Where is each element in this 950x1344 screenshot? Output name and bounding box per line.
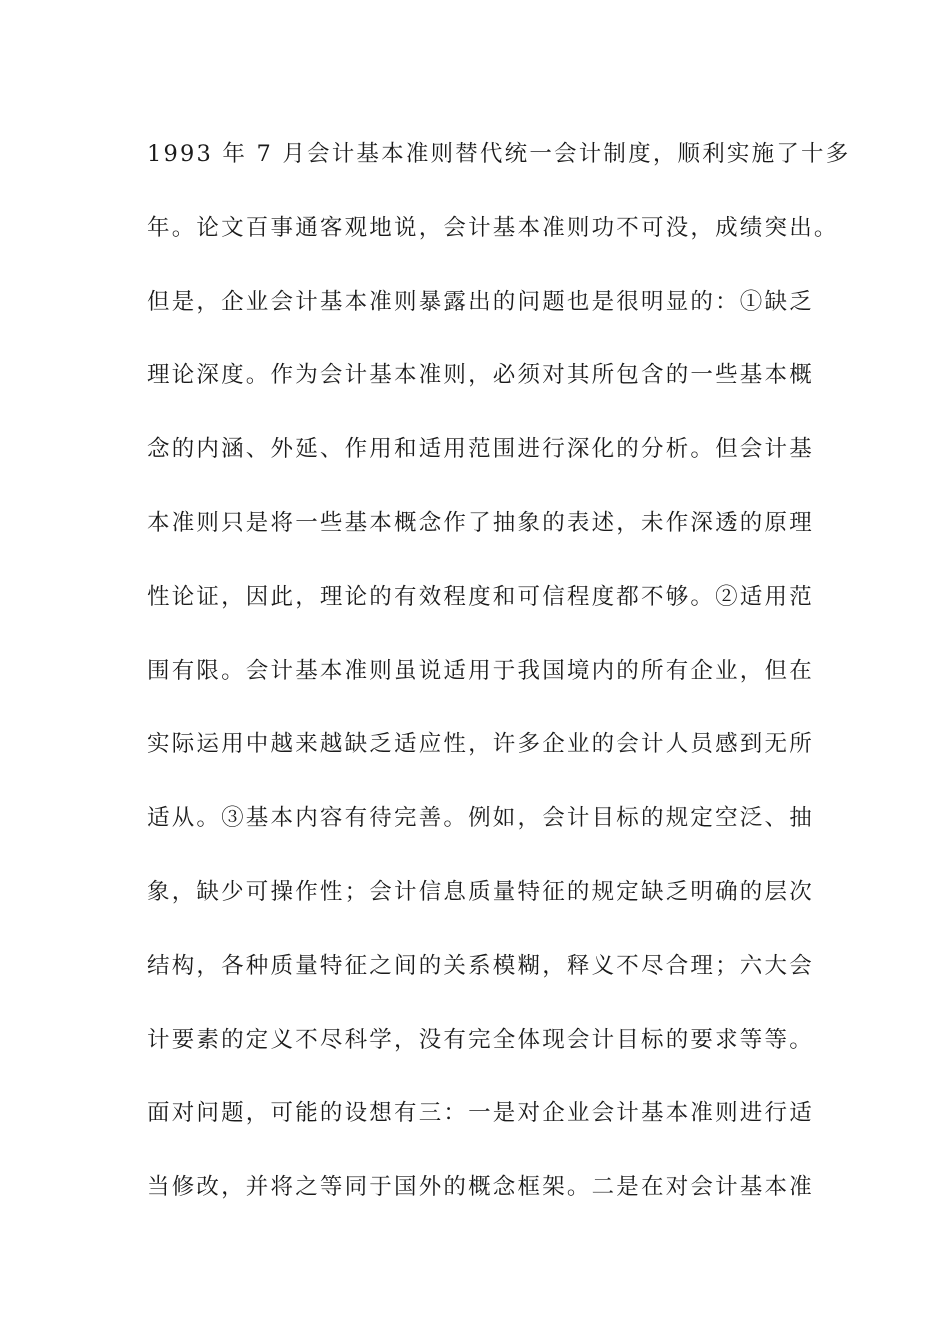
text-line: 念的内涵、外延、作用和适用范围进行深化的分析。但会计基 [147, 436, 814, 463]
body-text [147, 134, 851, 1241]
text-line: 1993 年 7 月会计基本准则替代统一会计制度，顺利实施了十多 [147, 141, 851, 167]
text-line: 理论深度。作为会计基本准则，必须对其所包含的一些基本概 [147, 362, 814, 389]
text-line: 年。论文百事通客观地说，会计基本准则功不可没，成绩突出。 [147, 214, 839, 241]
text-line: 实际运用中越来越缺乏适应性，许多企业的会计人员感到无所 [147, 731, 814, 758]
text-line: 当修改，并将之等同于国外的概念框架。二是在对会计基本准 [147, 1174, 814, 1201]
text-line: 结构，各种质量特征之间的关系模糊，释义不尽合理；六大会 [147, 952, 814, 979]
text-line: 围有限。会计基本准则虽说适用于我国境内的所有企业，但在 [147, 657, 814, 684]
text-line: 性论证，因此，理论的有效程度和可信程度都不够。②适用范 [147, 583, 814, 610]
text-line: 计要素的定义不尽科学，没有完全体现会计目标的要求等等。 [147, 1026, 814, 1053]
text-line: 本准则只是将一些基本概念作了抽象的表述，未作深透的原理 [147, 509, 814, 536]
text-line: 面对问题，可能的设想有三：一是对企业会计基本准则进行适 [147, 1100, 814, 1127]
text-line: 适从。③基本内容有待完善。例如，会计目标的规定空泛、抽 [147, 805, 814, 832]
text-line: 象，缺少可操作性；会计信息质量特征的规定缺乏明确的层次 [147, 878, 814, 905]
text-line: 但是，企业会计基本准则暴露出的问题也是很明显的：①缺乏 [147, 288, 814, 315]
